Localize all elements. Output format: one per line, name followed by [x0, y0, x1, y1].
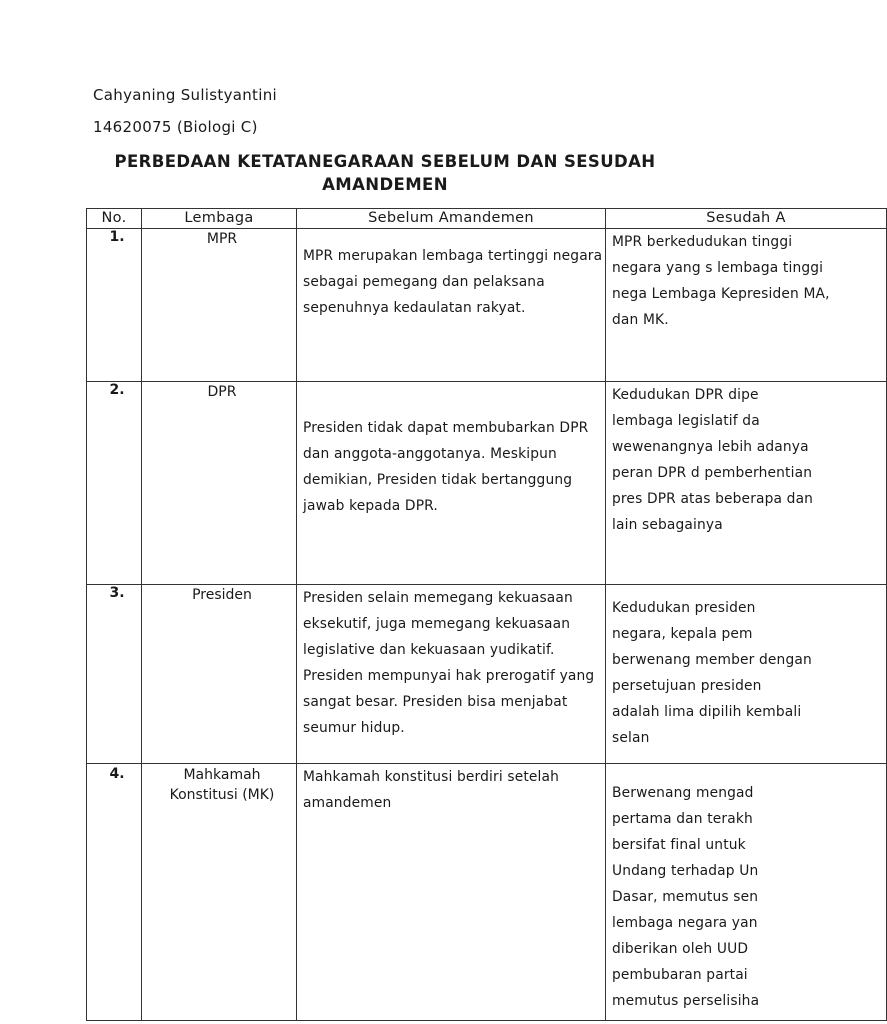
- row-sesudah-text: Kedudukan DPR dipe lembaga legislatif da wewenangnya lebih adanya peran DPR d pemberhentian pres DPR atas beberapa dan lain sebagainya: [612, 387, 814, 533]
- row-sesudah-text: Kedudukan presiden negara, kepala pem berwenang member dengan persetujuan presiden adalah lima dipilih kembali selan: [612, 600, 812, 746]
- row-lembaga: MPR: [142, 229, 297, 382]
- author-name: Cahyaning Sulistyantini: [93, 86, 277, 104]
- table-row: [87, 585, 887, 764]
- document-title-line-2: AMANDEMEN: [322, 175, 448, 194]
- table-row: [87, 229, 887, 382]
- row-sesudah: [606, 229, 887, 382]
- row-sesudah-text: MPR berkedudukan tinggi negara yang s lembaga tinggi nega Lembaga Kepresiden MA, dan MK.: [612, 234, 830, 328]
- row-number: 3.: [87, 585, 142, 764]
- row-sebelum: [297, 764, 606, 1021]
- document-title-line-1: PERBEDAAN KETATANEGARAAN SEBELUM DAN SESUDAH: [114, 152, 656, 171]
- row-sebelum: [297, 229, 606, 382]
- row-sebelum: [297, 585, 606, 764]
- row-sesudah-text: Berwenang mengad pertama dan terakh bersifat final untuk Undang terhadap Un Dasar, memutus sen lembaga negara yan diberikan oleh UUD pembubaran partai memutus perselisiha: [612, 785, 760, 1009]
- row-sebelum-text: Presiden selain memegang kekuasaan eksekutif, juga memegang kekuasaan legislative dan kekuasaan yudikatif. Presiden mempunyai hak prerogatif yang sangat besar. Presiden bisa menjabat seumur hidup.: [303, 590, 595, 736]
- row-sebelum-text: Mahkamah konstitusi berdiri setelah amandemen: [303, 769, 560, 811]
- row-sesudah: [606, 585, 887, 764]
- row-sebelum: [297, 382, 606, 585]
- header-sesudah: Sesudah A: [606, 209, 887, 229]
- row-sesudah: [606, 764, 887, 1021]
- row-sebelum-text: MPR merupakan lembaga tertinggi negara sebagai pemegang dan pelaksana sepenuhnya kedaulatan rakyat.: [303, 248, 603, 316]
- student-id: 14620075 (Biologi C): [93, 118, 258, 136]
- row-number: 2.: [87, 382, 142, 585]
- table-header-row: [87, 209, 887, 229]
- table-row: [87, 764, 887, 1021]
- row-lembaga: Mahkamah Konstitusi (MK): [142, 764, 297, 1021]
- header-no: No.: [87, 209, 142, 229]
- row-number: 4.: [87, 764, 142, 1021]
- row-number: 1.: [87, 229, 142, 382]
- comparison-table: [86, 208, 887, 1021]
- row-sebelum-text: Presiden tidak dapat membubarkan DPR dan anggota-anggotanya. Meskipun demikian, Presiden tidak bertanggung jawab kepada DPR.: [303, 420, 589, 514]
- document-title: [90, 150, 680, 196]
- header-lembaga: Lembaga: [142, 209, 297, 229]
- row-sesudah: [606, 382, 887, 585]
- header-sebelum: Sebelum Amandemen: [297, 209, 606, 229]
- table-row: [87, 382, 887, 585]
- row-lembaga: DPR: [142, 382, 297, 585]
- row-lembaga: Presiden: [142, 585, 297, 764]
